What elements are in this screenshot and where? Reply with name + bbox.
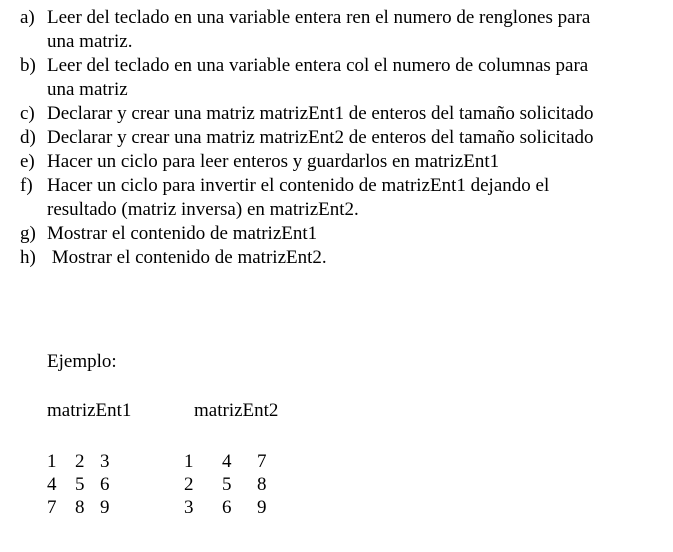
matrix-cell: 7	[47, 497, 57, 518]
instruction-marker: d)	[20, 127, 36, 148]
instruction-text: Hacer un ciclo para leer enteros y guardarlos en matrizEnt1	[47, 151, 500, 172]
matrix-cell: 3	[100, 451, 110, 472]
instruction-text: Mostrar el contenido de matrizEnt1	[47, 223, 318, 244]
matrix-cell: 2	[75, 451, 85, 472]
instruction-text: Leer del teclado en una variable entera col el numero de columnas para	[47, 55, 589, 76]
instruction-a	[20, 6, 670, 54]
instruction-d	[20, 126, 670, 150]
matrix-cell: 8	[75, 497, 85, 518]
instruction-text: Hacer un ciclo para invertir el contenido de matrizEnt1 dejando el	[47, 175, 550, 196]
matrix-cell: 7	[257, 451, 267, 472]
instruction-text: una matriz.	[47, 31, 133, 52]
matrix-cell: 1	[184, 451, 194, 472]
instruction-marker: b)	[20, 55, 36, 76]
instruction-c	[20, 102, 670, 126]
instruction-text: resultado (matriz inversa) en matrizEnt2.	[47, 199, 359, 220]
instruction-text: Leer del teclado en una variable entera ren el numero de renglones para	[47, 7, 591, 28]
instruction-marker: e)	[20, 151, 35, 172]
instruction-marker: a)	[20, 7, 35, 28]
matrix-cell: 3	[184, 497, 194, 518]
instruction-text: Declarar y crear una matriz matrizEnt1 de enteros del tamaño solicitado	[47, 103, 594, 124]
instruction-marker: g)	[20, 223, 36, 244]
instruction-text: Mostrar el contenido de matrizEnt2.	[47, 247, 327, 268]
instruction-text: Declarar y crear una matriz matrizEnt2 de enteros del tamaño solicitado	[47, 127, 594, 148]
instruction-marker: h)	[20, 247, 36, 268]
matrix1-title: matrizEnt1	[47, 400, 132, 421]
matrix-cell: 5	[222, 474, 232, 495]
instruction-f	[20, 174, 670, 222]
instruction-e	[20, 150, 670, 174]
matrix2-title: matrizEnt2	[194, 400, 279, 421]
instruction-marker: c)	[20, 103, 35, 124]
matrix-cell: 4	[47, 474, 57, 495]
instruction-h	[20, 246, 670, 270]
matrix-cell: 8	[257, 474, 267, 495]
instruction-list	[20, 6, 670, 270]
instruction-g	[20, 222, 670, 246]
example-label: Ejemplo:	[47, 351, 117, 372]
matrix-cell: 2	[184, 474, 194, 495]
matrix-cell: 1	[47, 451, 57, 472]
matrix-cell: 5	[75, 474, 85, 495]
matrix-cell: 6	[222, 497, 232, 518]
matrix-cell: 9	[100, 497, 110, 518]
instruction-marker: f)	[20, 175, 33, 196]
instruction-text: una matriz	[47, 79, 128, 100]
matrix-cell: 4	[222, 451, 232, 472]
matrix-cell: 6	[100, 474, 110, 495]
matrix-cell: 9	[257, 497, 267, 518]
instruction-b	[20, 54, 670, 102]
